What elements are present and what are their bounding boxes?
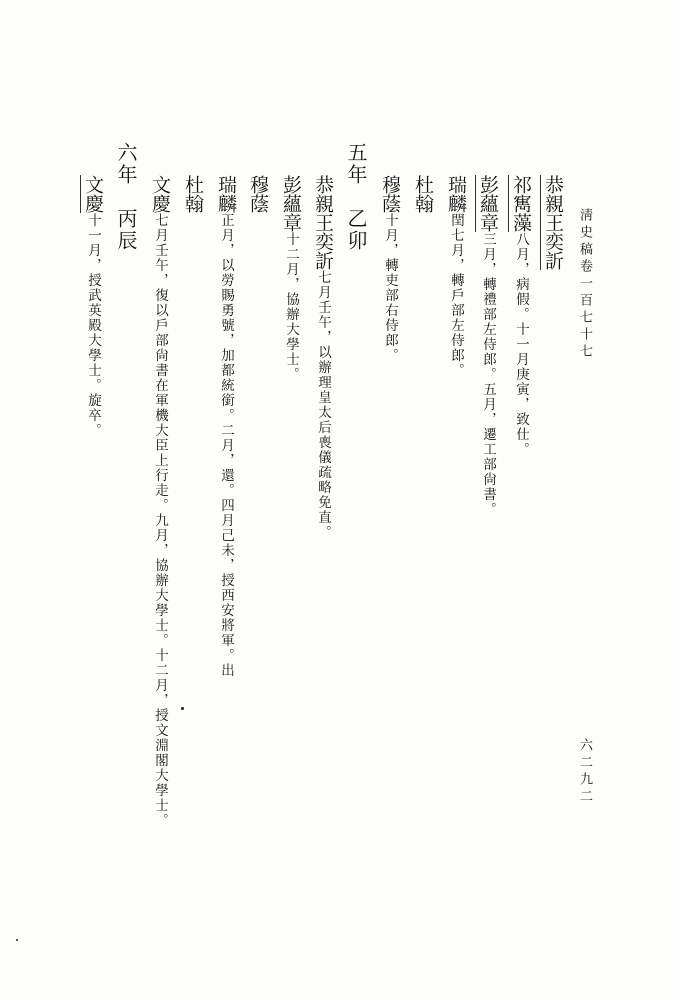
- ganzhi-label: 丙辰: [114, 208, 138, 252]
- year-label: 五年: [344, 142, 368, 186]
- running-header-title: 淸史稿卷一百七十七: [577, 208, 592, 361]
- year-heading: [116, 142, 136, 252]
- official-name: 瑞麟: [215, 175, 237, 213]
- scan-speck: [16, 939, 18, 941]
- entry-text: 三月，轉禮部左侍郎。五月，遷工部尙書。: [480, 232, 496, 517]
- entry-row: [183, 175, 202, 213]
- year-heading: [346, 142, 366, 252]
- entry-text: 七月壬午，復以戶部尙書在軍機大臣上行走。九月，協辦大學士。十二月，授文淵閣大學士。: [152, 213, 168, 828]
- entry-text: 十月，轉吏部右侍郎。: [382, 213, 398, 363]
- official-name: 瑞麟: [445, 175, 467, 213]
- entry-row: [511, 175, 530, 457]
- official-name: 彭蘊章: [477, 175, 499, 232]
- official-name: 文慶: [82, 175, 104, 213]
- entry-row: [380, 175, 399, 363]
- entry-row: [248, 175, 267, 213]
- official-name: 杜翰: [412, 175, 434, 213]
- scan-speck: [181, 707, 184, 710]
- official-name: 祁寯藻: [510, 175, 532, 232]
- entry-row: [478, 175, 497, 517]
- entry-row: [413, 175, 432, 213]
- entry-text: 十一月，授武英殿大學士。旋卒。: [85, 213, 101, 438]
- entry-text: 七月壬午，以辦理皇太后喪儀疏略免直。: [315, 270, 331, 540]
- year-label: 六年: [114, 142, 138, 186]
- entry-text: 八月，病假。十一月庚寅，致仕。: [513, 232, 529, 457]
- official-name: 彭蘊章: [280, 175, 302, 232]
- entry-row: [83, 175, 102, 438]
- official-name: 杜翰: [182, 175, 204, 213]
- official-name: 恭親王奕訢: [542, 175, 564, 270]
- official-name: 恭親王奕訢: [312, 175, 334, 270]
- ganzhi-label: 乙卯: [344, 208, 368, 252]
- entry-row: [150, 175, 169, 828]
- entry-text: 閏七月，轉戶部左侍郎。: [448, 213, 464, 378]
- entry-row: [216, 175, 235, 678]
- entry-text: 正月，以勞賜勇號，加都統銜。二月，還。四月己未，授西安將軍。出: [218, 213, 234, 678]
- entry-row: [543, 175, 562, 270]
- official-name: 穆蔭: [379, 175, 401, 213]
- entry-text: 十二月，協辦大學士。: [283, 232, 299, 382]
- official-name: 文慶: [149, 175, 171, 213]
- official-name: 穆蔭: [247, 175, 269, 213]
- page-number: 六二九二: [577, 738, 592, 806]
- entry-row: [313, 175, 332, 540]
- entry-row: [281, 175, 300, 382]
- entry-row: [446, 175, 465, 378]
